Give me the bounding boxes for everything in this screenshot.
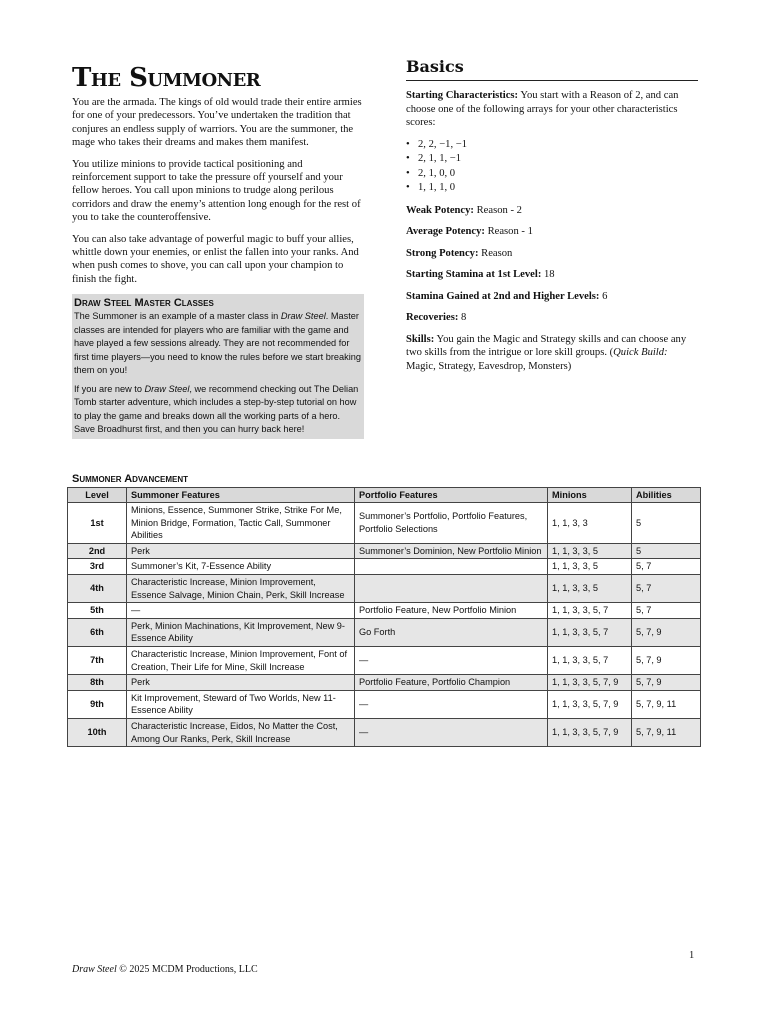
cell-features: Minions, Essence, Summoner Strike, Strike For Me, Minion Bridge, Formation, Tactic Call, Summoner Abilities xyxy=(127,503,355,544)
basics-heading: Basics xyxy=(406,56,698,81)
table-row xyxy=(68,618,701,646)
game-title-italic: Draw Steel xyxy=(144,383,190,394)
cell-portfolio: Portfolio Feature, Portfolio Champion xyxy=(355,675,548,691)
cell-portfolio: Summoner’s Portfolio, Portfolio Features, Portfolio Selections xyxy=(355,503,548,544)
cell-features: Characteristic Increase, Minion Improvement, Essence Salvage, Minion Chain, Perk, Skill Increase xyxy=(127,574,355,602)
left-column xyxy=(72,62,364,439)
cell-features: Characteristic Increase, Eidos, No Matter the Cost, Among Our Ranks, Perk, Skill Increase xyxy=(127,718,355,746)
cell-portfolio xyxy=(355,559,548,575)
cell-level: 4th xyxy=(68,574,127,602)
cell-level: 6th xyxy=(68,618,127,646)
sidebar-paragraph-1 xyxy=(74,310,362,378)
cell-abilities: 5, 7, 9, 11 xyxy=(632,718,701,746)
list-item: • 2, 1, 1, −1 xyxy=(406,152,698,167)
intro-paragraph-3: You can also take advantage of powerful magic to buff your allies, whittle down your enemies, or enlist the fallen into your ranks. And when push comes to shove, you can call upon your champion to finish the fight. xyxy=(72,233,359,285)
weak-potency-value: Reason - 2 xyxy=(473,204,522,216)
copyright-footer xyxy=(72,964,258,975)
sidebar-text: , we recommend checking out The Delian Tomb starter adventure, which includes a step-by-step tutorial on how to play the game and breaks down all the working parts of a hero. Save Broadhurst first, and then you can hurry back here! xyxy=(74,383,359,435)
starting-characteristics-label: Starting Characteristics: xyxy=(406,90,519,101)
footer-game-title: Draw Steel xyxy=(72,964,117,975)
recoveries xyxy=(406,311,698,325)
starting-stamina-label: Starting Stamina at 1st Level: xyxy=(406,269,542,280)
cell-level: 9th xyxy=(68,690,127,718)
table-row xyxy=(68,559,701,575)
game-title-italic: Draw Steel xyxy=(280,311,326,322)
skills-text: You gain the Magic and Strategy skills and can choose any two skills from the intrigue or lore skill groups. ( xyxy=(406,333,687,358)
footer-copyright-text: © 2025 MCDM Productions, LLC xyxy=(116,964,258,975)
cell-minions: 1, 1, 3, 3, 5 xyxy=(548,543,632,559)
characteristic-arrays-list xyxy=(406,138,698,196)
sidebar-paragraph-2 xyxy=(74,383,362,437)
cell-minions: 1, 1, 3, 3, 5, 7, 9 xyxy=(548,690,632,718)
quick-build-text: Magic, Strategy, Eavesdrop, Monsters) xyxy=(406,360,572,372)
skills xyxy=(406,333,698,374)
cell-abilities: 5, 7, 9 xyxy=(632,675,701,691)
cell-level: 1st xyxy=(68,503,127,544)
cell-abilities: 5, 7, 9 xyxy=(632,646,701,674)
table-row xyxy=(68,675,701,691)
cell-minions: 1, 1, 3, 3, 5, 7 xyxy=(548,603,632,619)
cell-level: 3rd xyxy=(68,559,127,575)
table-row xyxy=(68,503,701,544)
cell-abilities: 5, 7 xyxy=(632,574,701,602)
master-classes-sidebar xyxy=(72,294,364,439)
cell-level: 7th xyxy=(68,646,127,674)
page-number: 1 xyxy=(689,950,695,961)
table-row xyxy=(68,543,701,559)
weak-potency xyxy=(406,204,698,218)
starting-stamina xyxy=(406,268,698,282)
average-potency-label: Average Potency: xyxy=(406,226,485,237)
recoveries-value: 8 xyxy=(458,312,467,323)
table-row xyxy=(68,603,701,619)
cell-minions: 1, 1, 3, 3, 5, 7, 9 xyxy=(548,675,632,691)
strong-potency-label: Strong Potency: xyxy=(406,247,479,259)
list-item: • 2, 1, 0, 0 xyxy=(406,167,698,182)
cell-abilities: 5 xyxy=(632,543,701,559)
cell-portfolio: Go Forth xyxy=(355,618,548,646)
table-header-row xyxy=(68,488,701,503)
intro-paragraph-1: You are the armada. The kings of old would trade their entire armies for one of your predecessors. You’ve undertaken the tradition that conjures an endless supply of warriors. You are the summoner, the mage who takes their dreams and makes them manifest. xyxy=(72,97,362,149)
cell-level: 8th xyxy=(68,675,127,691)
cell-minions: 1, 1, 3, 3, 5 xyxy=(548,559,632,575)
cell-portfolio: Summoner’s Dominion, New Portfolio Minion xyxy=(355,543,548,559)
cell-features: Perk xyxy=(127,543,355,559)
header-abilities: Abilities xyxy=(632,488,701,503)
intro-paragraph-2: You utilize minions to provide tactical positioning and reinforcement support to take the pressure off yourself and your fellow heroes. You call upon minions to trudge along perilous corridors and draw the enemy’s attention long enough for the rest of you to take the counteroffensive. xyxy=(72,158,361,224)
table-row xyxy=(68,574,701,602)
cell-portfolio: — xyxy=(355,718,548,746)
skills-label: Skills: xyxy=(406,333,435,345)
quick-build-label: Quick Build: xyxy=(613,347,668,358)
starting-characteristics xyxy=(406,89,698,130)
sidebar-text: If you are new to xyxy=(74,383,145,394)
cell-features: Perk xyxy=(127,675,355,691)
average-potency-value: Reason - 1 xyxy=(484,226,533,237)
list-item: • 2, 2, −1, −1 xyxy=(406,138,698,153)
stamina-gained xyxy=(406,290,698,304)
cell-abilities: 5, 7, 9 xyxy=(632,618,701,646)
advancement-table-title: Summoner Advancement xyxy=(72,473,188,485)
cell-abilities: 5, 7 xyxy=(632,603,701,619)
cell-minions: 1, 1, 3, 3, 5, 7 xyxy=(548,646,632,674)
cell-portfolio xyxy=(355,574,548,602)
cell-portfolio: Portfolio Feature, New Portfolio Minion xyxy=(355,603,548,619)
cell-minions: 1, 1, 3, 3, 5, 7 xyxy=(548,618,632,646)
cell-portfolio: — xyxy=(355,646,548,674)
cell-features: — xyxy=(127,603,355,619)
table-row xyxy=(68,690,701,718)
stamina-gained-label: Stamina Gained at 2nd and Higher Levels: xyxy=(406,290,600,302)
cell-level: 10th xyxy=(68,718,127,746)
starting-stamina-value: 18 xyxy=(541,269,555,280)
table-row xyxy=(68,646,701,674)
advancement-table xyxy=(67,487,701,747)
recoveries-label: Recoveries: xyxy=(406,312,459,323)
sidebar-text: . Master classes are intended for players who are familiar with the game and have played a few sessions already. They are not recommended for first time players—you need to know the rules before we start breaking them on you! xyxy=(74,311,361,376)
cell-minions: 1, 1, 3, 3, 5, 7, 9 xyxy=(548,718,632,746)
page-title: The Summoner xyxy=(72,63,261,93)
header-minions: Minions xyxy=(548,488,632,503)
list-item: • 1, 1, 1, 0 xyxy=(406,181,698,196)
cell-features: Kit Improvement, Steward of Two Worlds, New 11-Essence Ability xyxy=(127,690,355,718)
header-summoner-features: Summoner Features xyxy=(127,488,355,503)
table-row xyxy=(68,718,701,746)
stamina-gained-value: 6 xyxy=(599,290,608,302)
cell-level: 2nd xyxy=(68,543,127,559)
starting-characteristics-text: You start with a Reason of 2, and can choose one of the following arrays for your other characteristics scores: xyxy=(406,90,679,128)
cell-minions: 1, 1, 3, 3 xyxy=(548,503,632,544)
right-column xyxy=(406,56,698,381)
sidebar-text: The Summoner is an example of a master class in xyxy=(74,311,281,322)
cell-minions: 1, 1, 3, 3, 5 xyxy=(548,574,632,602)
weak-potency-label: Weak Potency: xyxy=(406,204,474,216)
strong-potency xyxy=(406,247,698,261)
cell-features: Characteristic Increase, Minion Improvement, Font of Creation, Their Life for Mine, Skill Increase xyxy=(127,646,355,674)
average-potency xyxy=(406,225,698,239)
header-portfolio-features: Portfolio Features xyxy=(355,488,548,503)
cell-features: Perk, Minion Machinations, Kit Improvement, New 9-Essence Ability xyxy=(127,618,355,646)
cell-level: 5th xyxy=(68,603,127,619)
cell-abilities: 5 xyxy=(632,503,701,544)
cell-abilities: 5, 7, 9, 11 xyxy=(632,690,701,718)
sidebar-title: Draw Steel Master Classes xyxy=(74,297,214,310)
strong-potency-value: Reason xyxy=(478,247,513,259)
cell-portfolio: — xyxy=(355,690,548,718)
cell-abilities: 5, 7 xyxy=(632,559,701,575)
header-level: Level xyxy=(68,488,127,503)
cell-features: Summoner’s Kit, 7-Essence Ability xyxy=(127,559,355,575)
